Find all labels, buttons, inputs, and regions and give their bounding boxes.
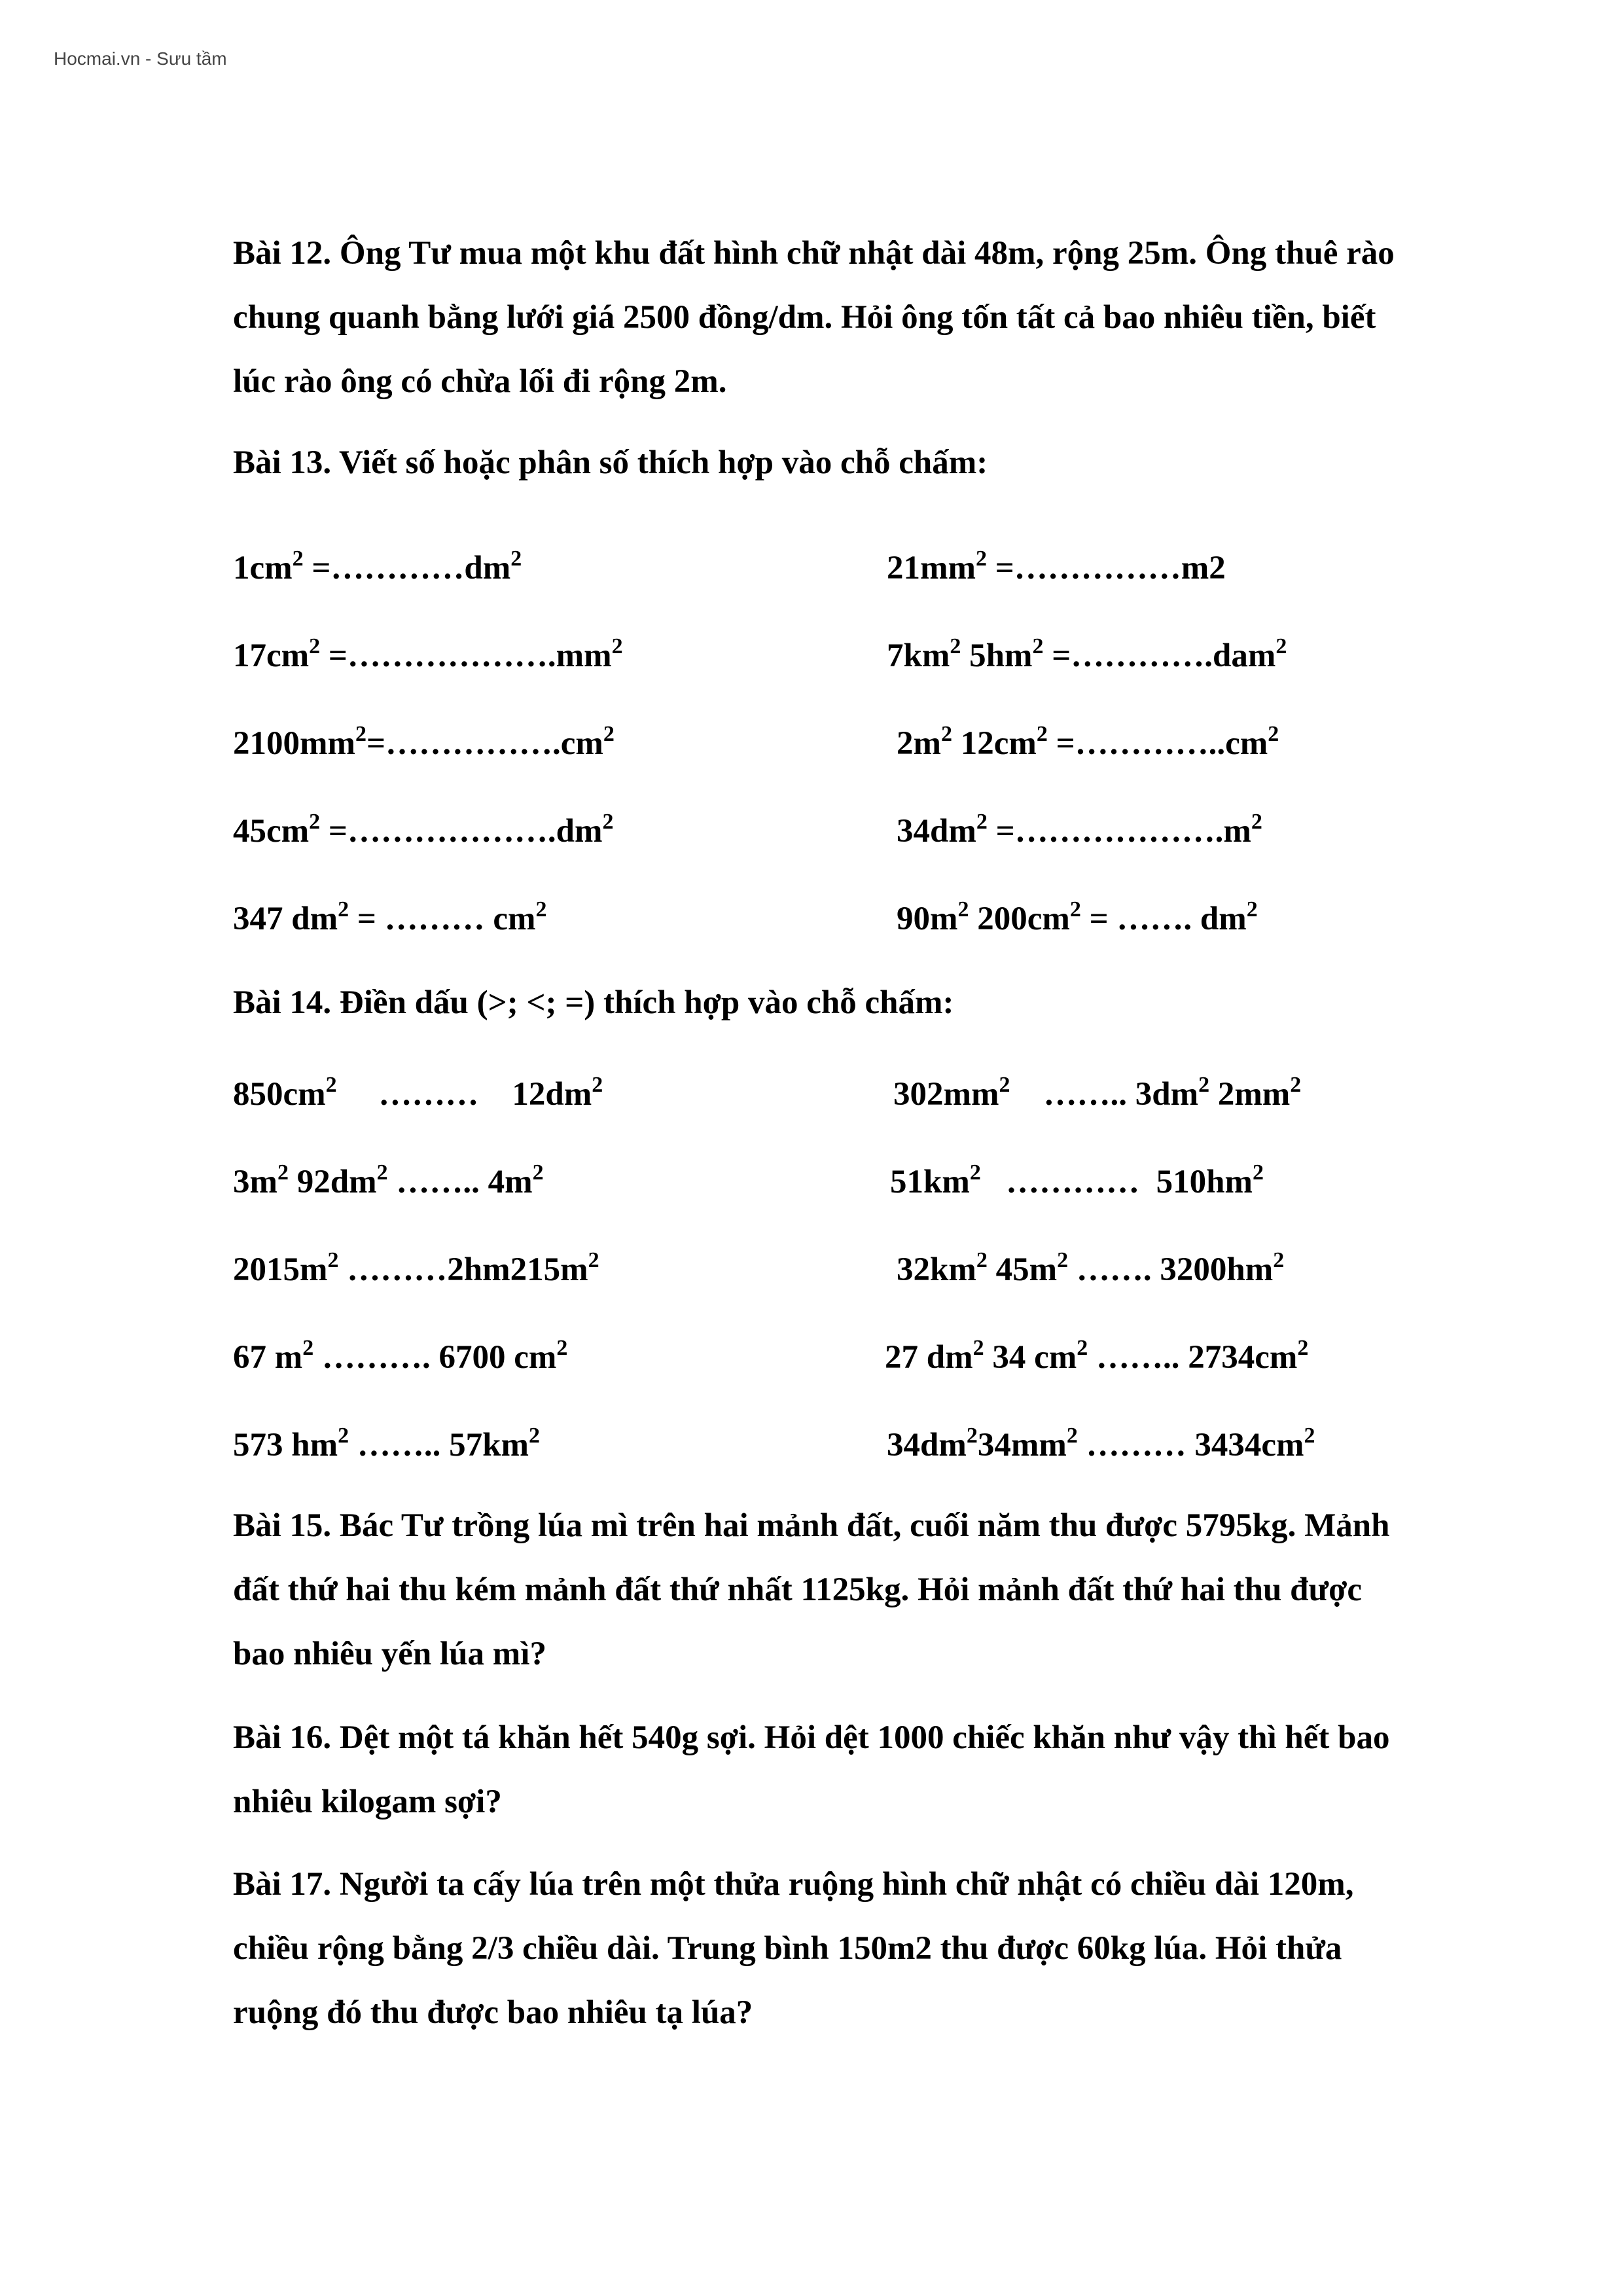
equation-row: 347 $dm^2$ = ……… $cm^2$: [233, 897, 547, 937]
problem-13-heading: Bài 13. Viết số hoặc phân số thích hợp vào chỗ chấm:: [233, 444, 988, 481]
equation-row: $21mm^2$ =……………m2: [887, 547, 1226, 586]
equation-row: $45cm^2$ $=\dots\dots\dots\dots\dots\dots.dm^2$: [233, 810, 614, 850]
equation-row: $2m^2$ $12cm^2$ $=\dots\dots\dots\dots..cm^2$: [897, 722, 1279, 762]
equation-row: $7km^2$ $5hm^2$ =………….dam$^2$: [887, 634, 1287, 674]
problem-17-line: Bài 17. Người ta cấy lúa trên một thửa ruộng hình chữ nhật có chiều dài 120m,: [233, 1866, 1354, 1903]
equation-row: $34dm^2$ $=\dots\dots\dots\dots\dots\dots.m^2$: [897, 810, 1262, 850]
comparison-row: 27 $dm^2$ 34 $cm^2$ …….. $2734cm^2$: [885, 1336, 1309, 1376]
comparison-row: $2015m^2$ $\dots\dots\dots 2hm215m^2$: [233, 1248, 599, 1288]
problem-17-line: chiều rộng bằng 2/3 chiều dài. Trung bình 150m2 thu được 60kg lúa. Hỏi thửa: [233, 1930, 1342, 1967]
problem-12-line: lúc rào ông có chừa lối đi rộng 2m.: [233, 363, 727, 400]
comparison-row: $850cm^2$ ……… $12dm^2$: [233, 1073, 603, 1113]
problem-16-line: Bài 16. Dệt một tá khăn hết 540g sợi. Hỏi dệt 1000 chiếc khăn như vậy thì hết bao: [233, 1719, 1390, 1756]
comparison-row: $302mm^2$ …….. $3dm^2$ $2mm^2$: [893, 1073, 1302, 1113]
problem-15-line: bao nhiêu yến lúa mì?: [233, 1636, 546, 1672]
problem-14-heading: Bài 14. Điền dấu (>; <; =) thích hợp vào chỗ chấm:: [233, 984, 954, 1021]
problem-17-line: ruộng đó thu được bao nhiêu tạ lúa?: [233, 1994, 753, 2031]
comparison-row: $51km^2$ ………… $510hm^2$: [890, 1160, 1264, 1200]
comparison-row: $32km^2$ $45m^2$ ……. $3200hm^2$: [897, 1248, 1285, 1288]
problem-15-line: Bài 15. Bác Tư trồng lúa mì trên hai mảnh đất, cuối năm thu được 5795kg. Mảnh: [233, 1507, 1390, 1544]
equation-row: $90m^2$ $200cm^2$ = ……. $dm^2$: [897, 897, 1258, 937]
equation-row: $1cm^2$ $=\dots\dots\dots\dots dm^2$: [233, 547, 522, 586]
source-watermark: Hocmai.vn - Sưu tầm: [54, 48, 227, 69]
comparison-row: $3m^2$ $92dm^2$ …….. $4m^2$: [233, 1160, 544, 1200]
equation-row: $17cm^2$ $=\dots\dots\dots\dots\dots\dots.mm^2$: [233, 634, 623, 674]
comparison-row: $34dm^234mm^2$ ……… $3434cm^2$: [887, 1424, 1315, 1463]
problem-12-line: chung quanh bằng lưới giá 2500 đồng/dm. Hỏi ông tốn tất cả bao nhiêu tiền, biết: [233, 299, 1376, 336]
problem-12-line: Bài 12. Ông Tư mua một khu đất hình chữ nhật dài 48m, rộng 25m. Ông thuê rào: [233, 235, 1395, 272]
equation-row: $2100mm^2=\dots\dots\dots\dots\dots.cm^2$: [233, 722, 615, 762]
problem-15-line: đất thứ hai thu kém mảnh đất thứ nhất 1125kg. Hỏi mảnh đất thứ hai thu được: [233, 1571, 1362, 1608]
comparison-row: 67 $m^2$ ………. 6700 $cm^2$: [233, 1336, 568, 1376]
comparison-row: 573 $hm^2$ …….. $57km^2$: [233, 1424, 540, 1463]
problem-16-line: nhiêu kilogam sợi?: [233, 1784, 502, 1820]
